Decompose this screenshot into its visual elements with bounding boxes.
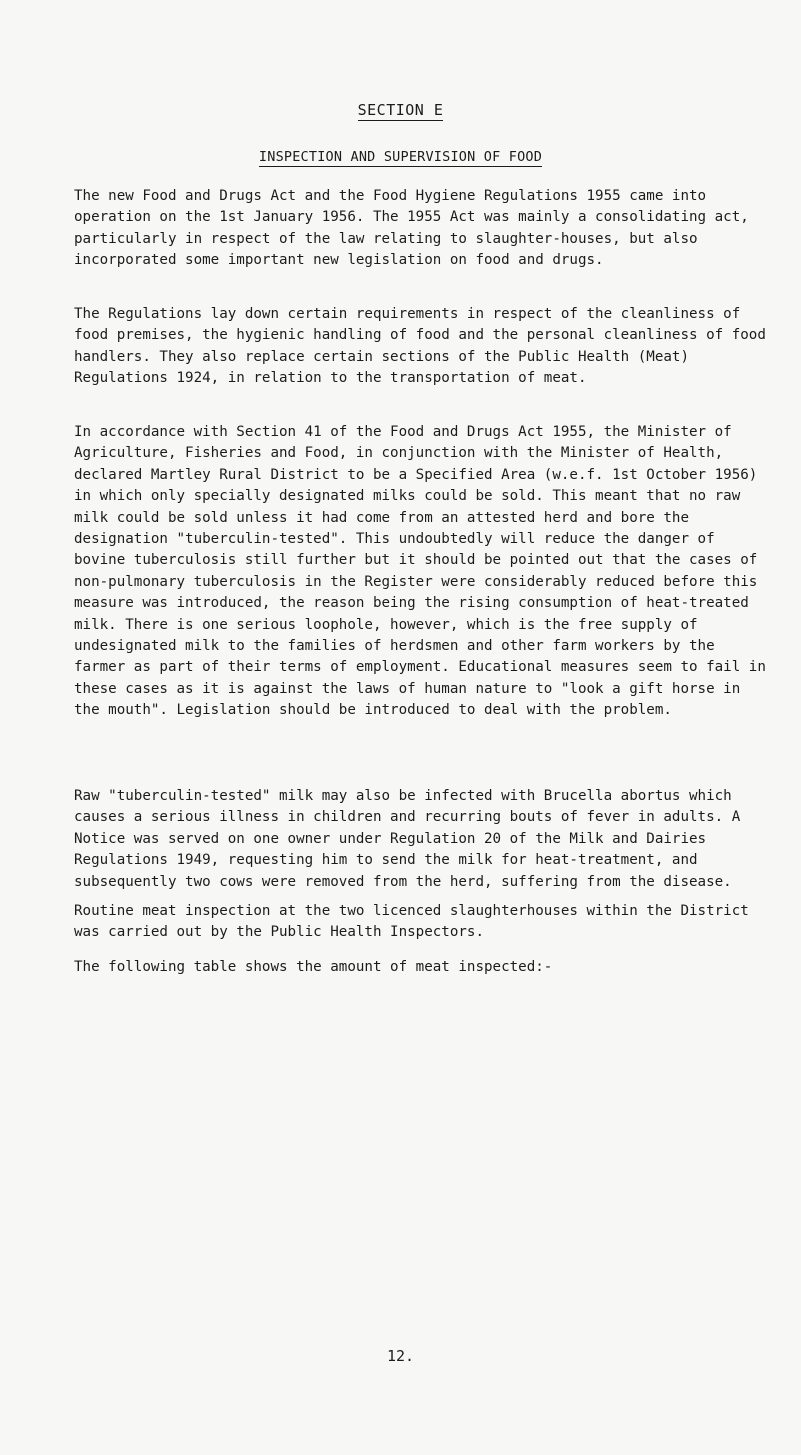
paragraph-food-act: The new Food and Drugs Act and the Food Hygiene Regulations 1955 came into operation on the 1st January 1956. The 1955 Act was mainly a consolidating act, particularly in respect of the law relating to slaughter-houses, but also incorporated some important new legislation on food and drugs. <box>74 188 749 269</box>
section-heading <box>0 101 801 119</box>
paragraph-meat-inspection: Routine meat inspection at the two licenced slaughterhouses within the District was carried out by the Public Health Inspectors. <box>74 903 749 941</box>
section-heading-text: SECTION E <box>357 101 444 119</box>
paragraph-regulations: The Regulations lay down certain requirements in respect of the cleanliness of food premises, the hygienic handling of food and the personal cleanliness of food handlers. They also replace certain sections of the Public Health (Meat) Regulations 1924, in relation to the transportation of meat. <box>74 306 766 387</box>
paragraph-specified-area: In accordance with Section 41 of the Food and Drugs Act 1955, the Minister of Agriculture, Fisheries and Food, in conjunction with the Minister of Health, declared Martley Rural District to be a Specified Area (w.e.f. 1st October 1956) in which only specially designated milks could be sold. This meant that no raw milk could be sold unless it had come from an attested herd and bore the designation "tuberculin-tested". This undoubtedly will reduce the danger of bovine tuberculosis still further but it should be pointed out that the cases of non-pulmonary tuberculosis in the Register were considerably reduced before this measure was introduced, the reason being the rising consumption of heat-treated milk. There is one serious loophole, however, which is the free supply of undesignated milk to the families of herdsmen and other farm workers by the farmer as part of their terms of employment. Educational measures seem to fail in these cases as it is against the laws of human nature to "look a gift horse in the mouth". Legislation should be introduced to deal with the problem. <box>74 424 766 719</box>
paragraph-table-intro: The following table shows the amount of meat inspected:- <box>74 959 553 975</box>
page-subheading <box>0 149 801 165</box>
page-number: 12. <box>386 1347 415 1365</box>
page-subheading-text: INSPECTION AND SUPERVISION OF FOOD <box>258 149 543 165</box>
paragraph-brucella: Raw "tuberculin-tested" milk may also be infected with Brucella abortus which causes a serious illness in children and recurring bouts of fever in adults. A Notice was served on one owner under Regulation 20 of the Milk and Dairies Regulations 1949, requesting him to send the milk for heat-treatment, and subsequently two cows were removed from the herd, suffering from the disease. <box>74 788 741 890</box>
